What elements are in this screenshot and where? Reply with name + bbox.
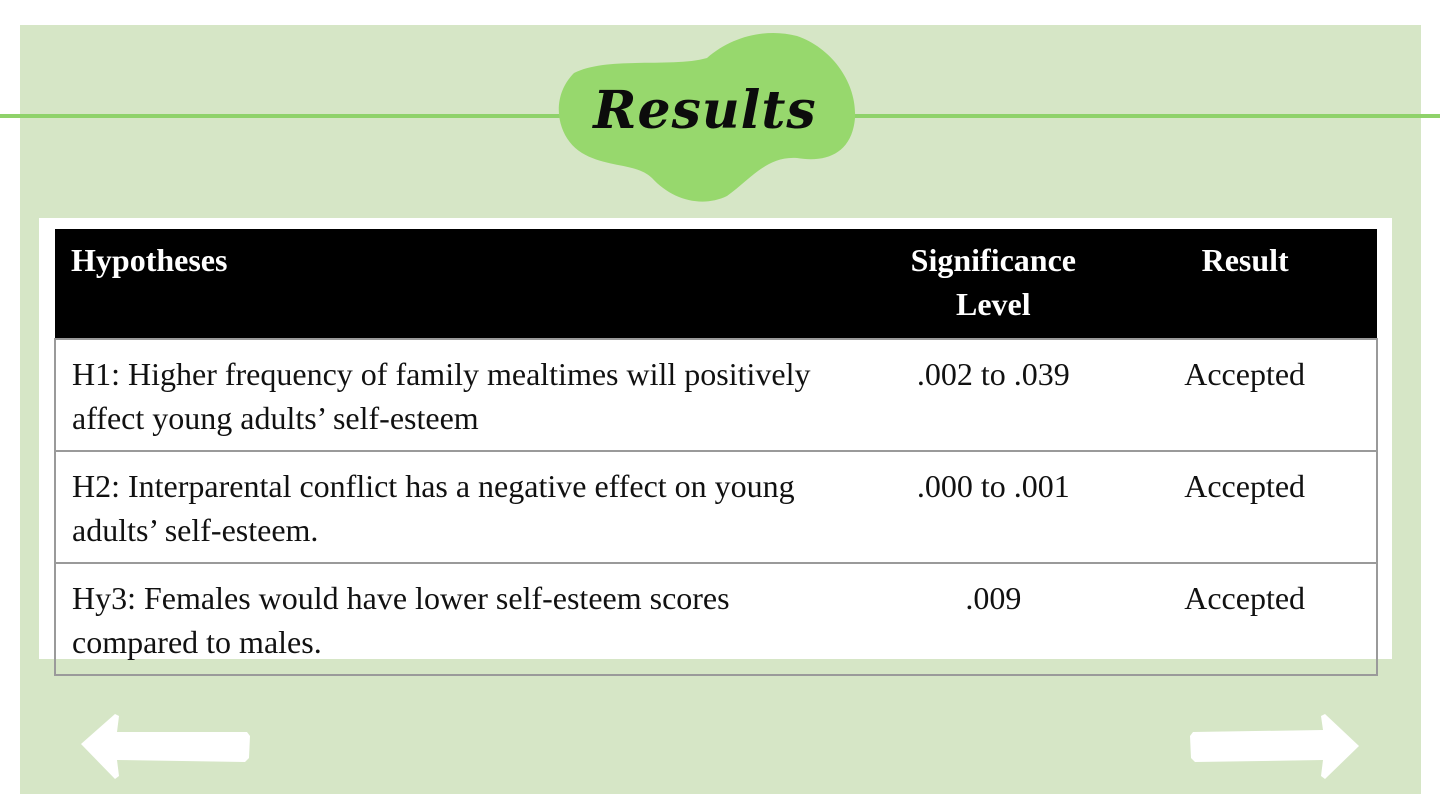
- page-title: Results: [593, 80, 817, 141]
- table-row: [55, 563, 1377, 675]
- significance-cell: .009: [873, 563, 1113, 675]
- hypothesis-cell: H2: Interparental conflict has a negative effect on young adults’ self-esteem.: [55, 451, 873, 563]
- table-row: [55, 339, 1377, 451]
- header-result: Result: [1113, 229, 1377, 339]
- arrow-left-icon[interactable]: [79, 712, 251, 780]
- table-header-row: [55, 229, 1377, 339]
- significance-cell: .000 to .001: [873, 451, 1113, 563]
- header-hypotheses: Hypotheses: [55, 229, 873, 339]
- hypothesis-cell: Hy3: Females would have lower self-esteem scores compared to males.: [55, 563, 873, 675]
- result-cell: Accepted: [1113, 339, 1377, 451]
- header-significance-level: Significance Level: [873, 229, 1113, 339]
- hypothesis-cell: H1: Higher frequency of family mealtimes will positively affect young adults’ self-esteem: [55, 339, 873, 451]
- significance-cell: .002 to .039: [873, 339, 1113, 451]
- result-cell: Accepted: [1113, 563, 1377, 675]
- table-row: [55, 451, 1377, 563]
- arrow-right-icon[interactable]: [1189, 712, 1361, 780]
- results-table: [54, 229, 1378, 676]
- result-cell: Accepted: [1113, 451, 1377, 563]
